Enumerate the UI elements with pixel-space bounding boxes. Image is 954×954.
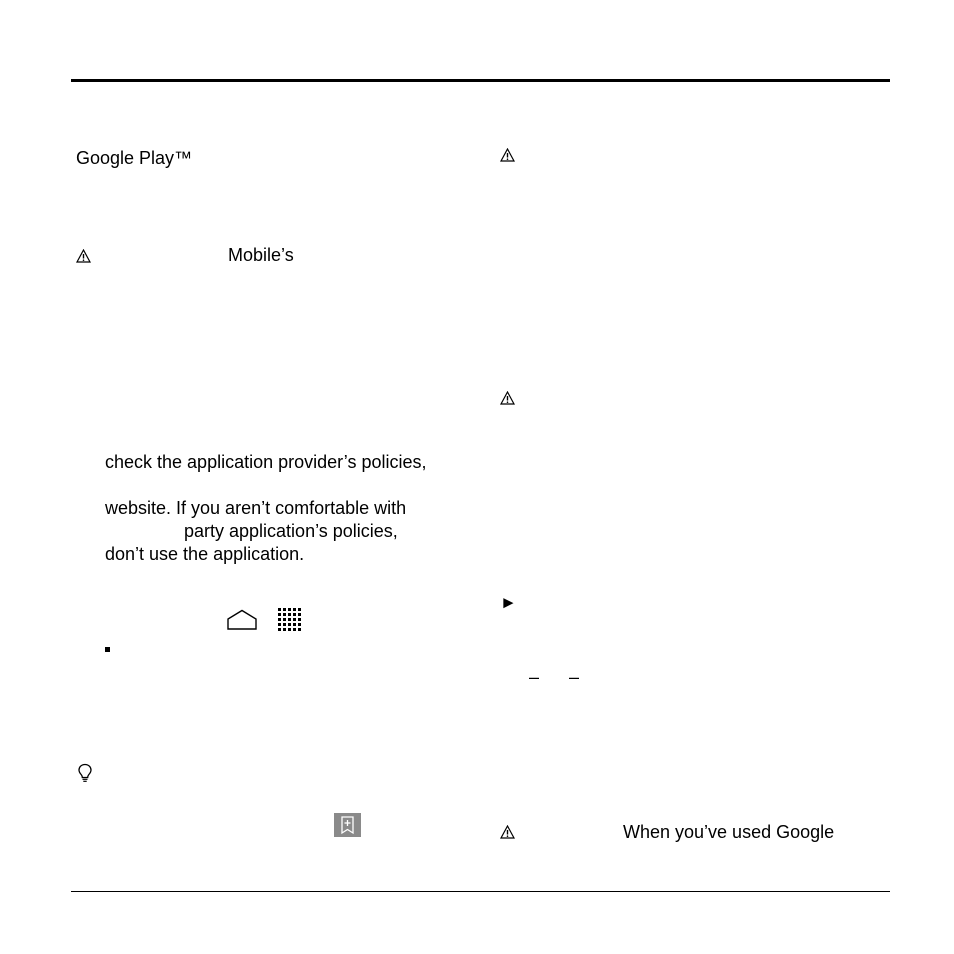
paragraph-line-4: don’t use the application. xyxy=(105,544,305,564)
paragraph-line-1: check the application provider’s policies, xyxy=(105,452,427,472)
footer-rule xyxy=(71,891,890,892)
dash-1: – xyxy=(529,667,540,687)
home-outline-icon xyxy=(226,609,258,631)
warning-triangle-icon xyxy=(500,391,515,405)
warning-text: Mobile’s xyxy=(228,245,294,265)
warning-triangle-icon xyxy=(500,825,515,839)
bottom-warning-text: When you’ve used Google xyxy=(623,822,835,842)
square-bullet-icon xyxy=(105,647,110,652)
dash-2: – xyxy=(569,667,580,687)
section-heading: Google Play™ xyxy=(76,148,193,168)
header-rule xyxy=(71,79,890,82)
step-marker: ► xyxy=(500,593,517,612)
lightbulb-icon xyxy=(77,763,93,783)
paragraph-line-3: party application’s policies, xyxy=(184,521,398,541)
paragraph-line-2: website. If you aren’t comfortable with xyxy=(105,498,407,518)
warning-triangle-icon xyxy=(76,249,91,263)
apps-grid-icon xyxy=(277,607,304,633)
warning-triangle-icon xyxy=(500,148,515,162)
bookmark-add-icon xyxy=(334,813,361,837)
